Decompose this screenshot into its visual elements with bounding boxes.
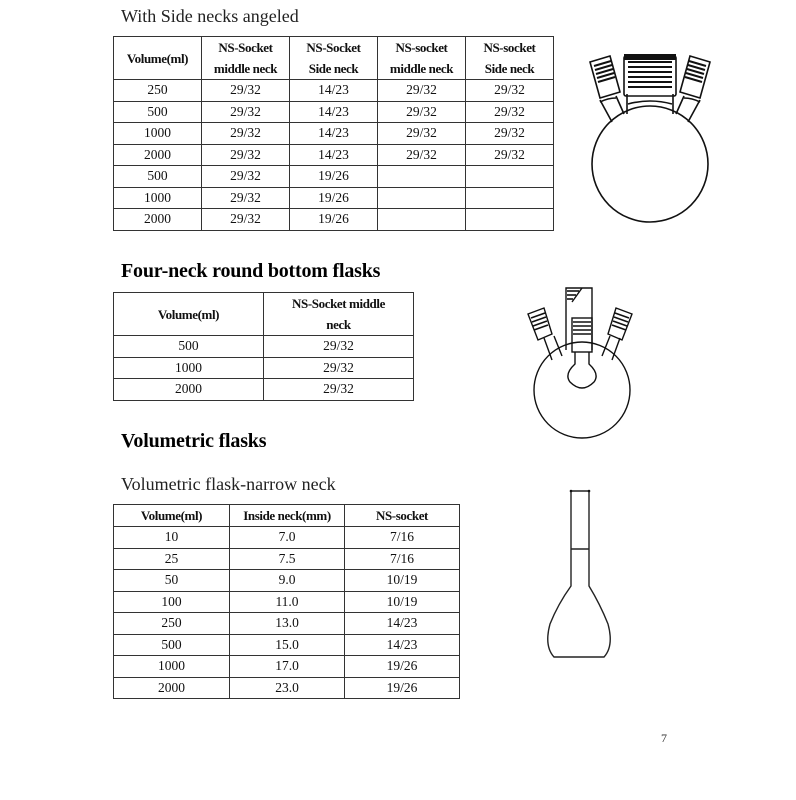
cell: 29/32: [378, 144, 466, 166]
cell: 14/23: [290, 144, 378, 166]
cell: 29/32: [378, 123, 466, 145]
cell: 500: [114, 634, 230, 656]
table-row: [114, 591, 460, 613]
cell: 100: [114, 591, 230, 613]
header-ns-socket-side-neck-2: NS-socket Side neck: [466, 37, 554, 80]
cell: 1000: [114, 187, 202, 209]
volumetric-flask-table: [113, 504, 460, 699]
cell: 14/23: [345, 634, 460, 656]
table-row: [114, 101, 554, 123]
cell: 29/32: [202, 187, 290, 209]
cell: 29/32: [466, 80, 554, 102]
cell: 14/23: [290, 123, 378, 145]
table-row: [114, 634, 460, 656]
cell: 250: [114, 613, 230, 635]
volumetric-flask-icon: [540, 486, 620, 666]
section3-heading: Volumetric flasks: [121, 430, 267, 452]
header-ns-socket-middle-neck: NS-Socket middle neck: [202, 37, 290, 80]
cell: 11.0: [230, 591, 345, 613]
cell: [378, 187, 466, 209]
table-header-row: [114, 293, 414, 336]
cell: 500: [114, 166, 202, 188]
table-row: [114, 357, 414, 379]
table-row: [114, 570, 460, 592]
cell: 250: [114, 80, 202, 102]
cell: 50: [114, 570, 230, 592]
cell: 29/32: [202, 101, 290, 123]
header-inside-neck: Inside neck(mm): [230, 505, 345, 527]
table-row: [114, 123, 554, 145]
header-volume: Volume(ml): [114, 505, 230, 527]
header-ns-socket-middle-neck-2: NS-socket middle neck: [378, 37, 466, 80]
cell: 500: [114, 101, 202, 123]
cell: 15.0: [230, 634, 345, 656]
header-volume: Volume(ml): [114, 37, 202, 80]
table-row: [114, 527, 460, 549]
table-row: [114, 187, 554, 209]
cell: 1000: [114, 123, 202, 145]
cell: 7/16: [345, 527, 460, 549]
cell: 7.5: [230, 548, 345, 570]
table-row: [114, 613, 460, 635]
cell: 10/19: [345, 591, 460, 613]
table-row: [114, 548, 460, 570]
cell: 17.0: [230, 656, 345, 678]
cell: 29/32: [378, 80, 466, 102]
header-ns-socket-middle-neck: NS-Socket middle neck: [264, 293, 414, 336]
cell: [466, 187, 554, 209]
table-row: [114, 209, 554, 231]
cell: 29/32: [466, 101, 554, 123]
cell: 7.0: [230, 527, 345, 549]
cell: 29/32: [264, 336, 414, 358]
cell: 2000: [114, 144, 202, 166]
section3-subtitle: Volumetric flask-narrow neck: [121, 474, 336, 494]
cell: 29/32: [202, 123, 290, 145]
cell: [466, 209, 554, 231]
cell: 500: [114, 336, 264, 358]
cell: 19/26: [345, 656, 460, 678]
cell: 10: [114, 527, 230, 549]
cell: 29/32: [264, 379, 414, 401]
cell: 29/32: [202, 166, 290, 188]
table-header-row: [114, 505, 460, 527]
cell: [378, 166, 466, 188]
cell: 2000: [114, 379, 264, 401]
cell: 29/32: [202, 80, 290, 102]
cell: [466, 166, 554, 188]
table-row: [114, 144, 554, 166]
cell: 9.0: [230, 570, 345, 592]
table-row: [114, 166, 554, 188]
side-necks-table: [113, 36, 554, 231]
cell: 29/32: [202, 144, 290, 166]
cell: 14/23: [290, 101, 378, 123]
three-neck-round-bottom-flask-icon: [572, 32, 732, 232]
cell: 29/32: [264, 357, 414, 379]
cell: 25: [114, 548, 230, 570]
cell: 14/23: [345, 613, 460, 635]
section1-subtitle: With Side necks angeled: [121, 6, 299, 26]
cell: 19/26: [290, 187, 378, 209]
cell: 14/23: [290, 80, 378, 102]
table-row: [114, 336, 414, 358]
cell: 13.0: [230, 613, 345, 635]
cell: [378, 209, 466, 231]
cell: 29/32: [202, 209, 290, 231]
table-row: [114, 677, 460, 699]
header-volume: Volume(ml): [114, 293, 264, 336]
cell: 1000: [114, 656, 230, 678]
table-row: [114, 379, 414, 401]
cell: 29/32: [466, 123, 554, 145]
header-ns-socket: NS-socket: [345, 505, 460, 527]
cell: 29/32: [466, 144, 554, 166]
cell: 1000: [114, 357, 264, 379]
cell: 10/19: [345, 570, 460, 592]
table-header-row: [114, 37, 554, 80]
cell: 19/26: [345, 677, 460, 699]
cell: 2000: [114, 677, 230, 699]
cell: 19/26: [290, 166, 378, 188]
cell: 29/32: [378, 101, 466, 123]
table-row: [114, 80, 554, 102]
cell: 7/16: [345, 548, 460, 570]
page-number: 7: [661, 731, 667, 745]
four-neck-round-bottom-flask-icon: [520, 278, 640, 443]
four-neck-table: [113, 292, 414, 401]
header-ns-socket-side-neck: NS-Socket Side neck: [290, 37, 378, 80]
cell: 23.0: [230, 677, 345, 699]
table-row: [114, 656, 460, 678]
section2-heading: Four-neck round bottom flasks: [121, 260, 381, 282]
cell: 2000: [114, 209, 202, 231]
cell: 19/26: [290, 209, 378, 231]
